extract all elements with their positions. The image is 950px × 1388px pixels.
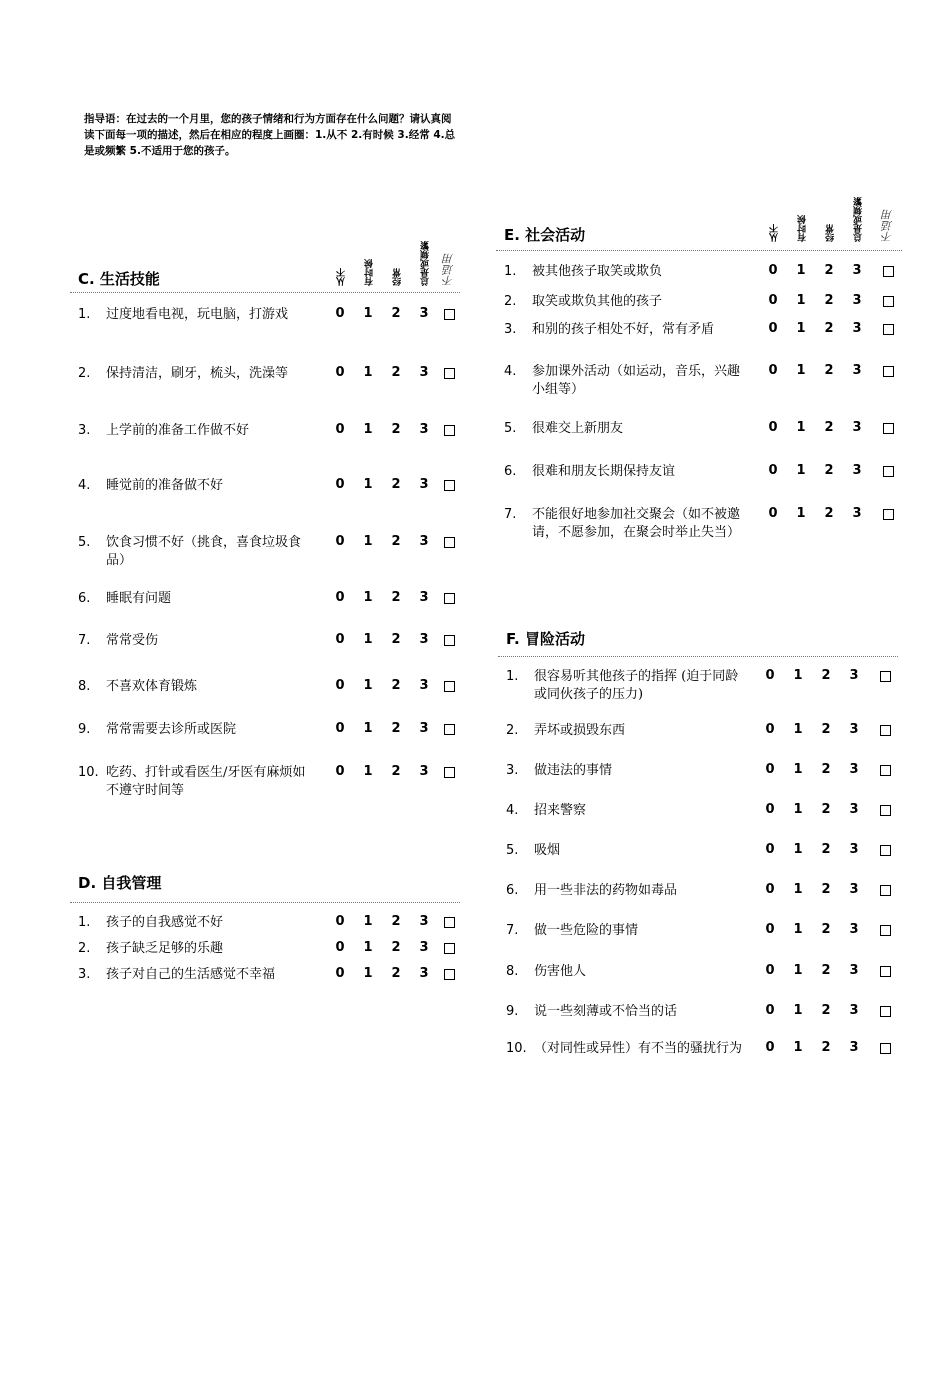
question-number: 6. [504, 464, 517, 479]
score-option-2[interactable]: 2 [391, 590, 401, 605]
score-option-2[interactable]: 2 [391, 534, 401, 549]
question-number: 5. [504, 421, 517, 436]
question-row [78, 721, 460, 761]
question-text: 饮食习惯不好（挑食，喜食垃圾食品） [106, 535, 302, 568]
score-option-0[interactable]: 0 [765, 1003, 775, 1018]
score-option-2[interactable]: 2 [821, 668, 831, 683]
question-row [504, 506, 902, 546]
score-option-1[interactable]: 1 [793, 882, 803, 897]
section-1 [78, 206, 460, 798]
score-option-3[interactable]: 3 [419, 966, 429, 981]
section-divider [70, 292, 460, 293]
not-applicable-checkbox[interactable] [883, 423, 894, 434]
question-number: 6. [78, 591, 91, 606]
score-option-3[interactable]: 3 [852, 506, 862, 521]
question-row [78, 764, 460, 804]
question-number: 8. [506, 964, 519, 979]
score-option-3[interactable]: 3 [852, 463, 862, 478]
question-text: 不喜欢体育锻炼 [106, 679, 198, 694]
score-option-2[interactable]: 2 [391, 764, 401, 779]
section-divider [70, 902, 460, 903]
question-text: 保持清洁，刷牙，梳头，洗澡等 [106, 366, 289, 381]
question-text: 参加课外活动（如运动，音乐，兴趣小组等） [532, 364, 741, 397]
header-often [388, 206, 410, 286]
score-option-0[interactable]: 0 [768, 293, 778, 308]
question-number: 9. [506, 1004, 519, 1019]
not-applicable-checkbox[interactable] [880, 1043, 891, 1054]
not-applicable-checkbox[interactable] [444, 917, 455, 928]
question-text: （对同性或异性）有不当的骚扰行为 [534, 1041, 743, 1056]
question-text: 常常受伤 [106, 633, 159, 648]
not-applicable-checkbox[interactable] [880, 966, 891, 977]
question-number: 4. [504, 364, 517, 379]
score-option-2[interactable]: 2 [824, 321, 834, 336]
not-applicable-checkbox[interactable] [444, 767, 455, 778]
score-option-1[interactable]: 1 [796, 506, 806, 521]
section-2 [78, 868, 460, 1388]
not-applicable-checkbox[interactable] [883, 266, 894, 277]
score-option-0[interactable]: 0 [335, 632, 345, 647]
not-applicable-checkbox[interactable] [880, 805, 891, 816]
not-applicable-checkbox[interactable] [880, 885, 891, 896]
question-row [504, 321, 902, 361]
not-applicable-checkbox[interactable] [444, 943, 455, 954]
score-option-0[interactable]: 0 [765, 668, 775, 683]
score-option-2[interactable]: 2 [821, 722, 831, 737]
not-applicable-checkbox[interactable] [880, 1006, 891, 1017]
score-option-3[interactable]: 3 [419, 721, 429, 736]
question-number: 1. [78, 915, 91, 930]
score-option-3[interactable]: 3 [419, 678, 429, 693]
score-option-3[interactable]: 3 [419, 590, 429, 605]
question-number: 7. [504, 507, 517, 522]
question-number: 2. [504, 294, 517, 309]
score-option-0[interactable]: 0 [335, 590, 345, 605]
score-option-2[interactable]: 2 [821, 922, 831, 937]
score-option-1[interactable]: 1 [363, 632, 373, 647]
question-number: 10. [78, 765, 99, 780]
section-divider [498, 656, 898, 657]
question-row [78, 678, 460, 718]
score-option-1[interactable]: 1 [363, 365, 373, 380]
score-option-1[interactable]: 1 [793, 1003, 803, 1018]
question-row [504, 463, 902, 503]
score-option-2[interactable]: 2 [821, 1040, 831, 1055]
question-text: 和别的孩子相处不好，常有矛盾 [532, 322, 715, 337]
score-option-3[interactable]: 3 [419, 365, 429, 380]
not-applicable-checkbox[interactable] [444, 309, 455, 320]
score-option-0[interactable]: 0 [765, 922, 775, 937]
question-text: 孩子对自己的生活感觉不幸福 [106, 967, 276, 982]
score-option-2[interactable]: 2 [391, 914, 401, 929]
score-option-2[interactable]: 2 [821, 963, 831, 978]
question-row [78, 632, 460, 672]
score-option-3[interactable]: 3 [849, 882, 859, 897]
not-applicable-checkbox[interactable] [880, 725, 891, 736]
header-never [765, 162, 787, 242]
question-text: 招来警察 [534, 803, 587, 818]
score-option-3[interactable]: 3 [419, 632, 429, 647]
question-row [506, 762, 898, 802]
question-number: 10. [506, 1041, 527, 1056]
score-option-1[interactable]: 1 [793, 842, 803, 857]
score-option-2[interactable]: 2 [821, 802, 831, 817]
question-number: 2. [78, 941, 91, 956]
question-number: 1. [504, 264, 517, 279]
score-option-2[interactable]: 2 [824, 420, 834, 435]
score-option-2[interactable]: 2 [391, 477, 401, 492]
score-option-0[interactable]: 0 [765, 1040, 775, 1055]
question-row [506, 1003, 898, 1043]
question-text: 睡眠有问题 [106, 591, 172, 606]
score-option-3[interactable]: 3 [849, 802, 859, 817]
question-row [506, 722, 898, 762]
header-label: 有时候 [365, 259, 375, 286]
question-row [504, 420, 902, 460]
score-option-1[interactable]: 1 [363, 477, 373, 492]
question-number: 4. [506, 803, 519, 818]
score-option-2[interactable]: 2 [821, 842, 831, 857]
score-option-3[interactable]: 3 [849, 1040, 859, 1055]
question-text: 做违法的事情 [534, 763, 613, 778]
header-label: 总是或频繁 [421, 241, 431, 286]
not-applicable-checkbox[interactable] [444, 635, 455, 646]
score-option-3[interactable]: 3 [849, 922, 859, 937]
score-option-3[interactable]: 3 [849, 762, 859, 777]
section-title: E. 社会活动 [504, 226, 586, 244]
score-option-1[interactable]: 1 [793, 802, 803, 817]
question-number: 6. [506, 883, 519, 898]
not-applicable-checkbox[interactable] [883, 466, 894, 477]
question-row [504, 363, 902, 403]
header-label: 经常 [393, 268, 403, 286]
score-option-0[interactable]: 0 [765, 842, 775, 857]
score-option-0[interactable]: 0 [335, 422, 345, 437]
question-text: 孩子的自我感觉不好 [106, 915, 224, 930]
question-row [506, 922, 898, 962]
header-label: 有时候 [798, 215, 808, 242]
question-text: 做一些危险的事情 [534, 923, 639, 938]
score-option-3[interactable]: 3 [849, 668, 859, 683]
score-option-1[interactable]: 1 [793, 722, 803, 737]
question-number: 3. [78, 967, 91, 982]
question-row [78, 477, 460, 517]
question-text: 吃药、打针或看医生/牙医有麻烦如不遵守时间等 [106, 765, 306, 798]
score-option-2[interactable]: 2 [824, 363, 834, 378]
header-often [821, 162, 843, 242]
question-row [506, 963, 898, 1003]
score-option-1[interactable]: 1 [796, 420, 806, 435]
question-row [506, 802, 898, 842]
question-row [506, 1040, 898, 1080]
not-applicable-checkbox[interactable] [880, 845, 891, 856]
not-applicable-checkbox[interactable] [880, 925, 891, 936]
question-number: 2. [506, 723, 519, 738]
score-option-1[interactable]: 1 [793, 762, 803, 777]
score-option-1[interactable]: 1 [363, 678, 373, 693]
header-label: 不适用 [442, 253, 455, 286]
question-row [506, 882, 898, 922]
score-option-2[interactable]: 2 [824, 293, 834, 308]
score-option-2[interactable]: 2 [824, 463, 834, 478]
header-label: 总是或频繁 [854, 197, 864, 242]
score-option-3[interactable]: 3 [419, 534, 429, 549]
header-never [332, 206, 354, 286]
not-applicable-checkbox[interactable] [444, 593, 455, 604]
score-option-0[interactable]: 0 [765, 802, 775, 817]
question-number: 1. [78, 307, 91, 322]
question-number: 9. [78, 722, 91, 737]
score-option-2[interactable]: 2 [391, 966, 401, 981]
score-option-0[interactable]: 0 [768, 363, 778, 378]
score-option-0[interactable]: 0 [335, 764, 345, 779]
question-number: 3. [504, 322, 517, 337]
score-option-0[interactable]: 0 [768, 506, 778, 521]
score-option-3[interactable]: 3 [419, 940, 429, 955]
question-number: 8. [78, 679, 91, 694]
header-sometimes [793, 162, 815, 242]
header-label: 从不 [337, 268, 347, 286]
score-option-0[interactable]: 0 [765, 762, 775, 777]
not-applicable-checkbox[interactable] [883, 324, 894, 335]
score-option-3[interactable]: 3 [852, 293, 862, 308]
score-option-1[interactable]: 1 [363, 590, 373, 605]
question-text: 用一些非法的药物如毒品 [534, 883, 678, 898]
score-option-3[interactable]: 3 [849, 963, 859, 978]
score-option-2[interactable]: 2 [824, 506, 834, 521]
score-option-3[interactable]: 3 [419, 477, 429, 492]
section-title: C. 生活技能 [78, 270, 160, 288]
score-option-3[interactable]: 3 [852, 363, 862, 378]
question-text: 很难和朋友长期保持友谊 [532, 464, 676, 479]
score-option-0[interactable]: 0 [765, 963, 775, 978]
score-option-2[interactable]: 2 [391, 422, 401, 437]
score-option-0[interactable]: 0 [335, 477, 345, 492]
question-number: 4. [78, 478, 91, 493]
score-option-3[interactable]: 3 [849, 722, 859, 737]
score-option-2[interactable]: 2 [391, 940, 401, 955]
score-option-1[interactable]: 1 [363, 966, 373, 981]
score-option-1[interactable]: 1 [796, 463, 806, 478]
not-applicable-checkbox[interactable] [880, 765, 891, 776]
header-always [849, 162, 871, 242]
score-option-0[interactable]: 0 [335, 914, 345, 929]
question-text: 不能很好地参加社交聚会（如不被邀请，不愿参加，在聚会时举止失当） [532, 507, 741, 540]
question-text: 取笑或欺负其他的孩子 [532, 294, 663, 309]
question-number: 5. [78, 535, 91, 550]
score-option-1[interactable]: 1 [363, 721, 373, 736]
score-option-3[interactable]: 3 [849, 1003, 859, 1018]
section-title: D. 自我管理 [78, 874, 162, 892]
question-row [78, 306, 460, 346]
score-option-3[interactable]: 3 [419, 764, 429, 779]
question-row [78, 966, 460, 1006]
score-option-2[interactable]: 2 [391, 365, 401, 380]
score-option-1[interactable]: 1 [363, 940, 373, 955]
score-option-1[interactable]: 1 [363, 764, 373, 779]
score-option-2[interactable]: 2 [821, 882, 831, 897]
question-text: 孩子缺乏足够的乐趣 [106, 941, 224, 956]
score-option-2[interactable]: 2 [391, 306, 401, 321]
score-option-0[interactable]: 0 [335, 966, 345, 981]
question-text: 常常需要去诊所或医院 [106, 722, 237, 737]
question-text: 睡觉前的准备做不好 [106, 478, 224, 493]
score-option-0[interactable]: 0 [765, 882, 775, 897]
question-text: 伤害他人 [534, 964, 587, 979]
score-option-1[interactable]: 1 [796, 263, 806, 278]
score-option-1[interactable]: 1 [793, 963, 803, 978]
header-label: 从不 [770, 224, 780, 242]
score-option-1[interactable]: 1 [796, 363, 806, 378]
not-applicable-checkbox[interactable] [883, 509, 894, 520]
score-option-2[interactable]: 2 [821, 762, 831, 777]
not-applicable-checkbox[interactable] [883, 296, 894, 307]
score-option-1[interactable]: 1 [363, 534, 373, 549]
question-number: 1. [506, 669, 519, 684]
not-applicable-checkbox[interactable] [444, 368, 455, 379]
score-option-0[interactable]: 0 [335, 678, 345, 693]
question-row [78, 534, 460, 574]
score-option-0[interactable]: 0 [335, 534, 345, 549]
header-label: 经常 [826, 224, 836, 242]
header-always [416, 206, 438, 286]
question-text: 弄坏或损毁东西 [534, 723, 626, 738]
question-number: 5. [506, 843, 519, 858]
question-row [78, 365, 460, 405]
section-title: F. 冒险活动 [506, 630, 585, 648]
not-applicable-checkbox[interactable] [444, 969, 455, 980]
question-text: 过度地看电视，玩电脑，打游戏 [106, 307, 289, 322]
question-text: 上学前的准备工作做不好 [106, 423, 250, 438]
score-option-1[interactable]: 1 [793, 922, 803, 937]
score-option-3[interactable]: 3 [852, 263, 862, 278]
score-option-1[interactable]: 1 [796, 321, 806, 336]
question-row [506, 842, 898, 882]
not-applicable-checkbox[interactable] [444, 681, 455, 692]
score-option-0[interactable]: 0 [768, 420, 778, 435]
not-applicable-checkbox[interactable] [444, 425, 455, 436]
score-option-2[interactable]: 2 [391, 632, 401, 647]
question-number: 3. [78, 423, 91, 438]
score-option-0[interactable]: 0 [768, 263, 778, 278]
question-number: 2. [78, 366, 91, 381]
score-option-3[interactable]: 3 [419, 914, 429, 929]
question-row [506, 668, 898, 708]
score-option-0[interactable]: 0 [768, 321, 778, 336]
score-option-3[interactable]: 3 [849, 842, 859, 857]
header-label: 不适用 [881, 209, 894, 242]
score-option-1[interactable]: 1 [363, 306, 373, 321]
question-number: 7. [78, 633, 91, 648]
score-option-3[interactable]: 3 [852, 420, 862, 435]
question-row [78, 422, 460, 462]
question-text: 很难交上新朋友 [532, 421, 624, 436]
question-number: 7. [506, 923, 519, 938]
not-applicable-checkbox[interactable] [883, 366, 894, 377]
score-option-2[interactable]: 2 [391, 721, 401, 736]
score-option-3[interactable]: 3 [419, 422, 429, 437]
score-option-0[interactable]: 0 [765, 722, 775, 737]
not-applicable-checkbox[interactable] [444, 537, 455, 548]
score-option-2[interactable]: 2 [824, 263, 834, 278]
question-number: 3. [506, 763, 519, 778]
score-option-1[interactable]: 1 [363, 422, 373, 437]
not-applicable-checkbox[interactable] [444, 480, 455, 491]
instructions: 指导语：在过去的一个月里，您的孩子情绪和行为方面存在什么问题？请认真阅读下面每一项的描述，然后在相应的程度上画圈：1.从不 2.有时候 3.经常 4.总是或频繁 5.不适用于您的孩子。 [84, 113, 456, 157]
section-3 [504, 162, 902, 682]
question-text: 说一些刻薄或不恰当的话 [534, 1004, 678, 1019]
score-option-1[interactable]: 1 [793, 668, 803, 683]
score-option-2[interactable]: 2 [391, 678, 401, 693]
question-text: 被其他孩子取笑或欺负 [532, 264, 663, 279]
header-not-applicable [438, 206, 460, 286]
question-text: 吸烟 [534, 843, 561, 858]
score-option-2[interactable]: 2 [821, 1003, 831, 1018]
score-option-0[interactable]: 0 [335, 365, 345, 380]
not-applicable-checkbox[interactable] [444, 724, 455, 735]
score-option-1[interactable]: 1 [796, 293, 806, 308]
header-not-applicable [877, 162, 899, 242]
score-option-1[interactable]: 1 [793, 1040, 803, 1055]
score-option-0[interactable]: 0 [335, 306, 345, 321]
header-sometimes [360, 206, 382, 286]
score-option-3[interactable]: 3 [419, 306, 429, 321]
question-row [78, 590, 460, 630]
section-4 [506, 622, 898, 1142]
score-option-3[interactable]: 3 [852, 321, 862, 336]
score-option-0[interactable]: 0 [768, 463, 778, 478]
score-option-0[interactable]: 0 [335, 721, 345, 736]
score-option-0[interactable]: 0 [335, 940, 345, 955]
question-text: 很容易听其他孩子的指挥 (迫于同龄或同伙孩子的压力) [534, 669, 739, 702]
score-option-1[interactable]: 1 [363, 914, 373, 929]
not-applicable-checkbox[interactable] [880, 671, 891, 682]
section-divider [496, 250, 902, 251]
